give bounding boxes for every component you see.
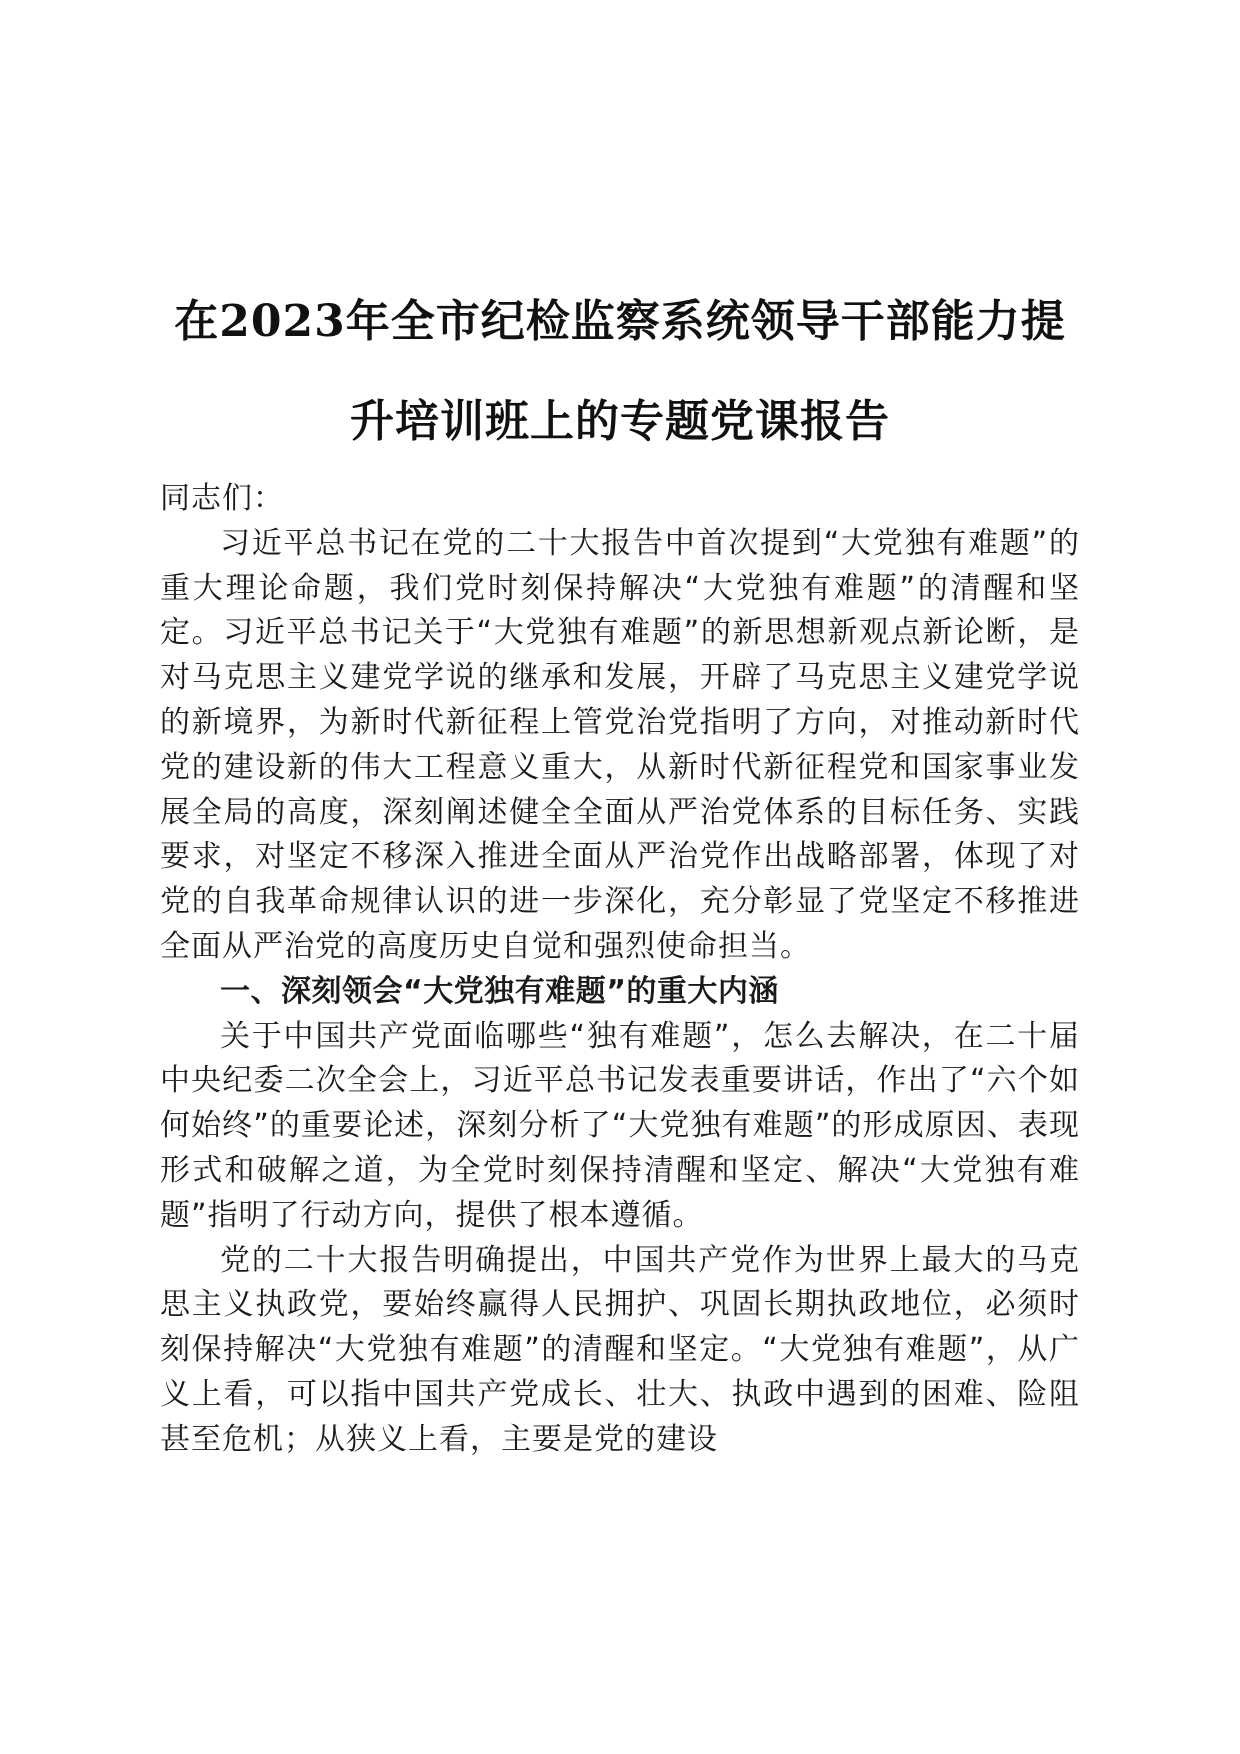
title-line-2: 升培训班上的专题党课报告: [350, 396, 890, 448]
title-line-1: 在2023年全市纪检监察系统领导干部能力提: [174, 296, 1066, 348]
document-body: [160, 477, 1080, 1463]
paragraph-section-2: 党的二十大报告明确提出，中国共产党作为世界上最大的马克思主义执政党，要始终赢得人民拥护、巩固长期执政地位，必须时刻保持解决“大党独有难题”的清醒和坚定。“大党独有难题”，从广义上看，可以指中国共产党成长、壮大、执政中遇到的困难、险阻甚至危机；从狭义上看，主要是党的建设: [160, 1242, 1080, 1457]
greeting: 同志们：: [160, 481, 284, 516]
paragraph-intro: 习近平总书记在党的二十大报告中首次提到“大党独有难题”的重大理论命题，我们党时刻保持解决“大党独有难题”的清醒和坚定。习近平总书记关于“大党独有难题”的新思想新观点新论断，是对马克思主义建党学说的继承和发展，开辟了马克思主义建党学说的新境界，为新时代新征程上管党治党指明了方向，对推动新时代党的建设新的伟大工程意义重大，从新时代新征程党和国家事业发展全局的高度，深刻阐述健全全面从严治党体系的目标任务、实践要求，对坚定不移深入推进全面从严治党作出战略部署，体现了对党的自我革命规律认识的进一步深化，充分彰显了党坚定不移推进全面从严治党的高度历史自觉和强烈使命担当。: [160, 525, 1080, 964]
document-title: [150, 272, 1090, 472]
section-heading: 一、深刻领会“大党独有难题”的重大内涵: [220, 973, 779, 1009]
paragraph-section-1: 关于中国共产党面临哪些“独有难题”，怎么去解决，在二十届中央纪委二次全会上，习近平总书记发表重要讲话，作出了“六个如何始终”的重要论述，深刻分析了“大党独有难题”的形成原因、表现形式和破解之道，为全党时刻保持清醒和坚定、解决“大党独有难题”指明了行动方向，提供了根本遵循。: [160, 1018, 1080, 1233]
